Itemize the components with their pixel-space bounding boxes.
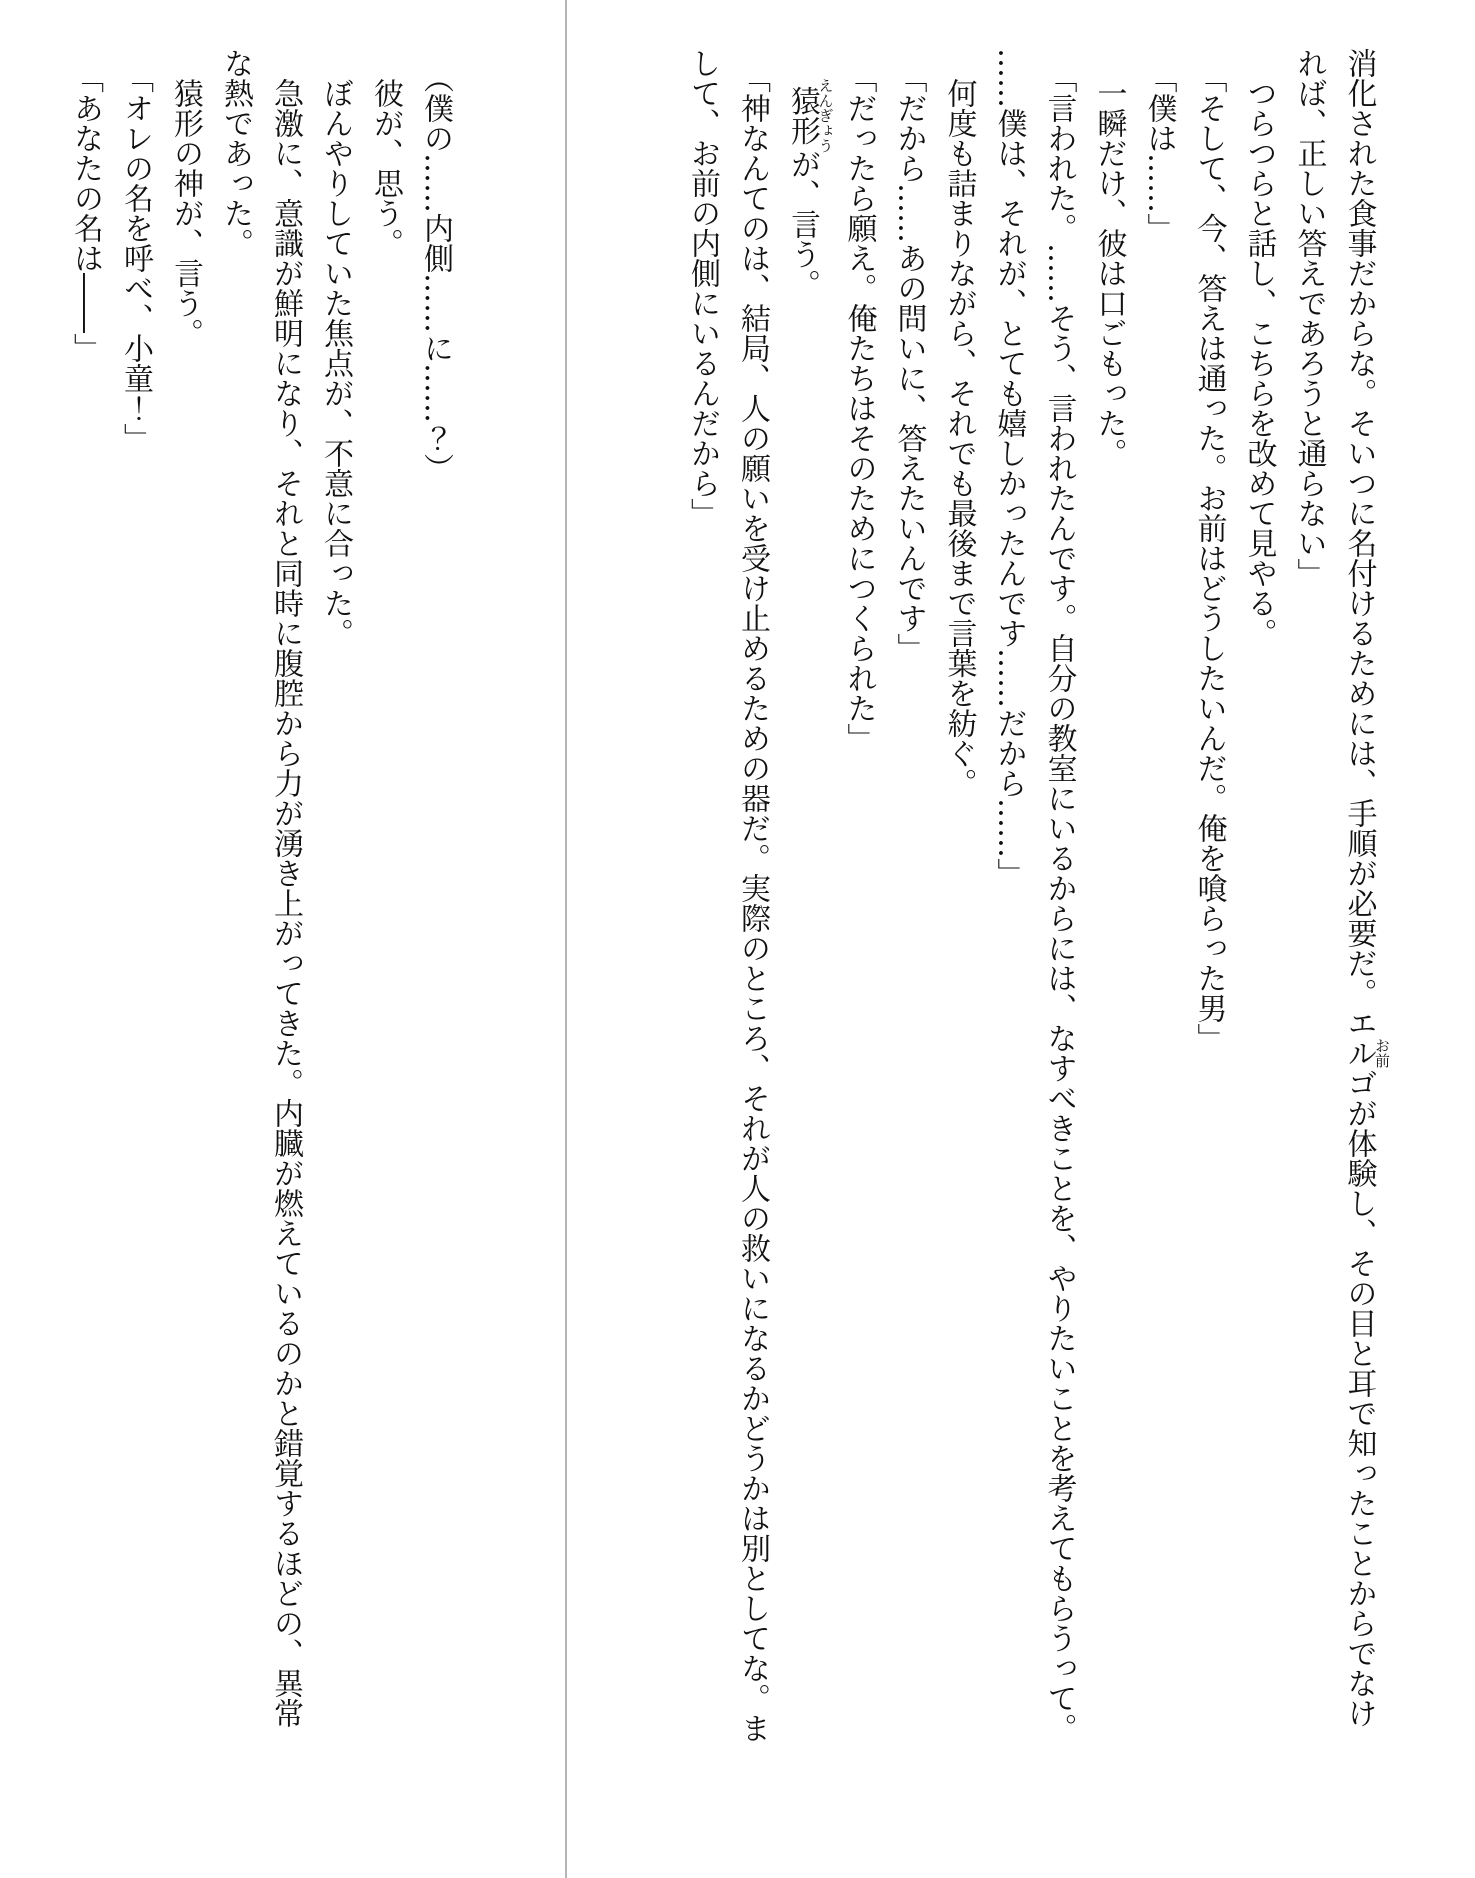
text-line: ……僕は、それが、とても嬉しかったんです……だから……」 (991, 48, 1027, 888)
text-line: つらつらと話し、こちらを改めて見やる。 (1241, 78, 1277, 648)
text-line: 「僕は……」 (1141, 63, 1177, 243)
text-line: 「言われた。……そう、言われたんです。自分の教室にいるからには、なすべきことを、やりたいことを考えてもらうって。 (1041, 63, 1077, 1743)
text-line: 猿形えんぎょうが、言う。 (785, 78, 835, 300)
text-line: 「だから……あの問いに、答えたいんです」 (891, 63, 927, 663)
text-line: 彼が、思う。 (368, 78, 403, 258)
text-line: 「そして、今、答えは通った。お前はどうしたいんだ。俺を喰らった男」 (1191, 63, 1227, 1053)
text-line: 「だったら願え。俺たちはそのためにつくられた」 (841, 63, 877, 753)
text-line: 何度も詰まりながら、それでも最後まで言葉を紡ぐ。 (941, 78, 977, 798)
ruby-annotation: 猿形えんぎょう (785, 78, 835, 153)
page-divider (565, 0, 567, 1878)
left-page[interactable] (60, 48, 460, 1788)
text-line: ぼんやりしていた焦点が、不意に合った。 (318, 78, 353, 648)
text-line: 「あなたの名は――」 (68, 63, 103, 363)
ruby-annotation: エルゴお前 (1341, 1008, 1391, 1098)
text-line: 猿形の神が、言う。 (168, 78, 203, 348)
text-line: 一瞬だけ、彼は口ごもった。 (1091, 78, 1127, 468)
text-line: 「神なんてのは、結局、人の願いを受け止めるための器だ。実際のところ、それが人の救いになるかどうかは別としてな。ま (735, 63, 770, 1743)
text-line: れば、正しい答えであろうと通らない」 (1291, 48, 1327, 588)
text-line: 消化された食事だからな。そいつに名付けるためには、手順が必要だ。エルゴお前が体験し、その目と耳で知ったことからでなけ (1341, 48, 1391, 1728)
text-line: 「オレの名を呼べ、小童！」 (118, 63, 153, 453)
text-line: （僕の……内側……に……？） (418, 63, 453, 483)
text-line: 急激に、意識が鮮明になり、それと同時に腹腔から力が湧き上がってきた。内臓が燃えているのかと錯覚するほどの、異常 (268, 78, 303, 1728)
text-line: して、お前の内側にいるんだから」 (685, 48, 720, 528)
right-page[interactable] (685, 48, 1391, 1788)
text-line: な熱であった。 (218, 48, 253, 258)
